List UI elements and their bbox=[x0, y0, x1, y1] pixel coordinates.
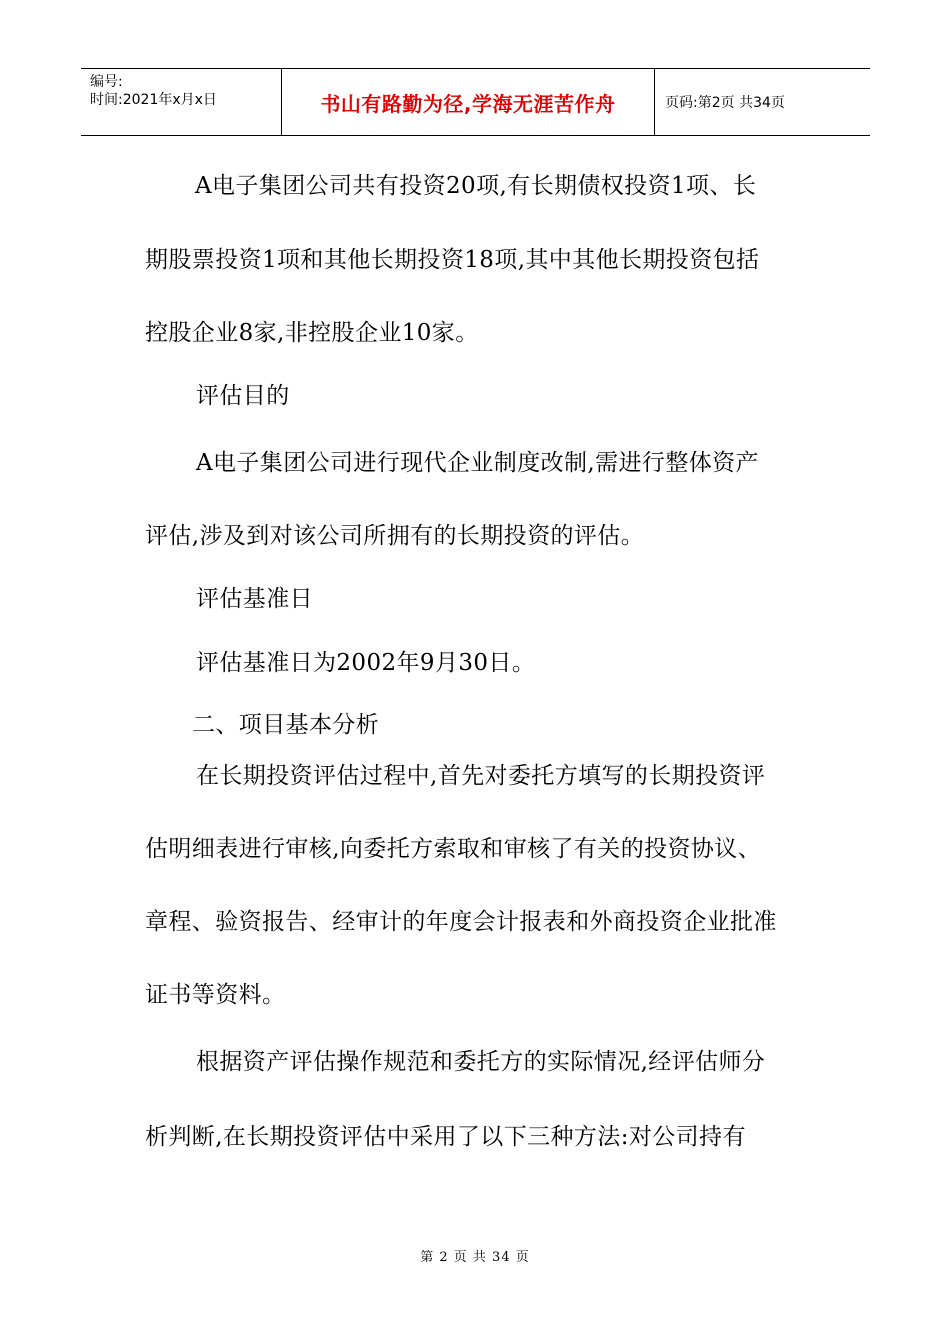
body-line: 控股企业8家,非控股企业10家。 bbox=[145, 320, 479, 346]
body-line: 根据资产评估操作规范和委托方的实际情况,经评估师分 bbox=[196, 1049, 766, 1075]
section-heading: 二、项目基本分析 bbox=[192, 712, 380, 738]
page-code-label: 页码:第2页 共34页 bbox=[665, 95, 785, 111]
header-page-cell bbox=[655, 69, 870, 135]
page-footer: 第 2 页 共 34 页 bbox=[420, 1250, 530, 1265]
section-heading: 评估目的 bbox=[196, 383, 290, 409]
body-line: A电子集团公司共有投资20项,有长期债权投资1项、长 bbox=[195, 173, 757, 199]
body-line: 期股票投资1项和其他长期投资18项,其中其他长期投资包括 bbox=[145, 247, 760, 273]
document-header bbox=[81, 68, 870, 136]
document-date-label: 时间:2021年x月x日 bbox=[90, 92, 217, 108]
body-line: 估明细表进行审核,向委托方索取和审核了有关的投资协议、 bbox=[145, 836, 762, 862]
body-line: 评估,涉及到对该公司所拥有的长期投资的评估。 bbox=[145, 523, 645, 549]
body-line: 评估基准日为2002年9月30日。 bbox=[196, 650, 536, 676]
body-line: 章程、验资报告、经审计的年度会计报表和外商投资企业批准 bbox=[145, 909, 777, 935]
document-number-label: 编号: bbox=[90, 74, 123, 90]
header-info-cell bbox=[81, 69, 281, 135]
body-line: 析判断,在长期投资评估中采用了以下三种方法:对公司持有 bbox=[145, 1124, 746, 1150]
body-line: 证书等资料。 bbox=[145, 982, 286, 1008]
body-line: A电子集团公司进行现代企业制度改制,需进行整体资产 bbox=[196, 450, 759, 476]
section-heading: 评估基准日 bbox=[196, 586, 313, 612]
header-motto-cell bbox=[281, 69, 655, 135]
motto-text: 书山有路勤为径,学海无涯苦作舟 bbox=[320, 91, 616, 116]
body-line: 在长期投资评估过程中,首先对委托方填写的长期投资评 bbox=[196, 763, 766, 789]
